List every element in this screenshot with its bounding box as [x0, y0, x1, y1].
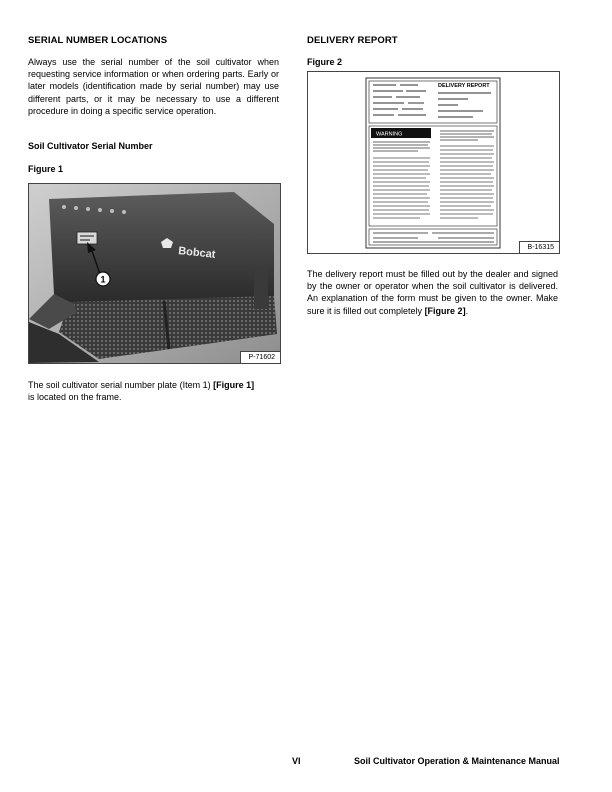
cultivator-photo: [29, 184, 280, 363]
delivery-report-form: [308, 72, 559, 253]
serial-plate: [77, 232, 97, 244]
figure-2-form: [307, 71, 560, 254]
mounting-frame: [49, 192, 274, 304]
form-title: DELIVERY REPORT: [438, 83, 490, 89]
figure-1-reference[interactable]: [Figure 1]: [213, 380, 255, 390]
svg-text:Bobcat: Bobcat: [177, 245, 217, 261]
figure-1-label: Figure 1: [28, 164, 64, 174]
figure-1-code: P-71602: [240, 351, 280, 363]
form-warning: WARNING: [376, 131, 403, 138]
manual-title: Soil Cultivator Operation & Maintenance Manual: [354, 756, 560, 766]
page-number: VI: [292, 756, 301, 766]
serial-intro-paragraph: Always use the serial number of the soil cultivator when requesting service information or when ordering parts. Early or later models (identification made by serial number) may use different parts, or it may be necessary to use a different procedure in doing a specific service operation.: [28, 57, 279, 116]
figure-1-caption: The soil cultivator serial number plate (Item 1) [Figure 1] is located on the frame.: [28, 380, 255, 403]
callout-number: 1: [100, 274, 106, 285]
serial-number-heading: SERIAL NUMBER LOCATIONS: [28, 35, 168, 46]
delivery-report-heading: DELIVERY REPORT: [307, 35, 398, 46]
figure-2-code: B-16315: [519, 241, 559, 253]
figure-2-label: Figure 2: [307, 57, 343, 67]
delivery-report-paragraph: The delivery report must be filled out by the dealer and signed by the owner or operator when the soil cultivator is delivered. An explanation of the form must be given to the owner. Make sure it is filled out completely [Figure 2].: [307, 269, 558, 316]
figure-1-photo: [28, 183, 281, 364]
serial-subheading: Soil Cultivator Serial Number: [28, 141, 153, 151]
figure-2-reference[interactable]: [Figure 2]: [424, 305, 466, 316]
